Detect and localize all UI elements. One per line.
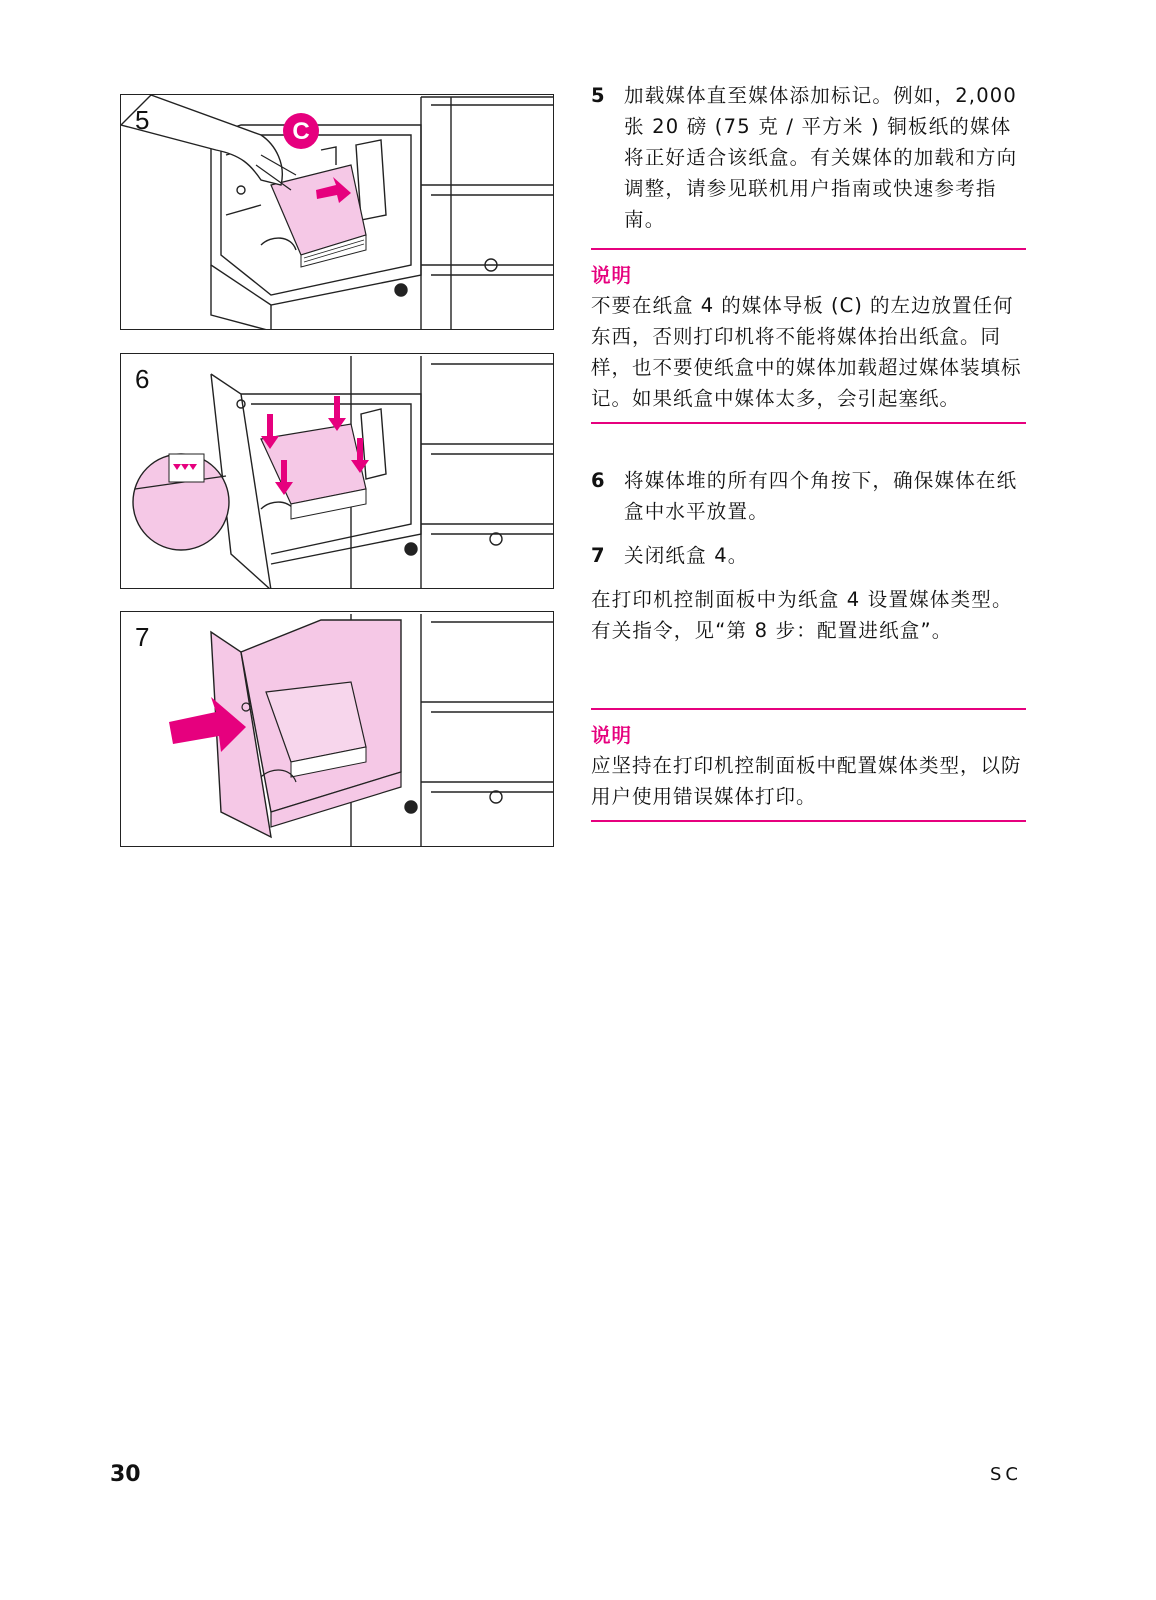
figure-number: 7 xyxy=(135,622,150,652)
figure-5 xyxy=(120,94,554,330)
note-body: 不要在纸盒 4 的媒体导板 (C) 的左边放置任何东西，否则打印机将不能将媒体抬出纸盒。同样，也不要使纸盒中的媒体加载超过媒体装填标记。如果纸盒中媒体太多，会引起塞纸。 xyxy=(591,294,1022,410)
figure-number: 6 xyxy=(135,364,150,394)
step-text: 关闭纸盒 4。 xyxy=(624,544,749,567)
step-number: 6 xyxy=(591,469,606,492)
figure-6 xyxy=(120,353,554,589)
step-5 xyxy=(591,80,1026,235)
step-text: 加载媒体直至媒体添加标记。例如，2,000 张 20 磅 (75 克 / 平方米 ) 铜板纸的媒体将正好适合该纸盒。有关媒体的加载和方向调整，请参见联机用户指南或快速参考指南。 xyxy=(624,84,1018,231)
callout-label: C xyxy=(292,118,310,145)
step-number: 5 xyxy=(591,84,606,107)
illustration-press-corners xyxy=(121,354,554,589)
figure-7 xyxy=(120,611,554,847)
note-body: 应坚持在打印机控制面板中配置媒体类型，以防用户使用错误媒体打印。 xyxy=(591,754,1022,808)
config-paragraph: 在打印机控制面板中为纸盒 4 设置媒体类型。有关指令，见“第 8 步：配置进纸盒”。 xyxy=(591,588,1013,642)
illustration-load-media xyxy=(121,95,554,330)
note-title: 说明 xyxy=(591,264,633,287)
illustration-close-tray xyxy=(121,612,554,847)
step-6 xyxy=(591,465,1026,527)
note-1 xyxy=(591,248,1026,424)
page-number: 30 xyxy=(110,1462,141,1487)
language-code: SC xyxy=(990,1464,1022,1485)
figure-number: 5 xyxy=(135,105,150,135)
step-text: 将媒体堆的所有四个角按下，确保媒体在纸盒中水平放置。 xyxy=(624,469,1018,523)
note-title: 说明 xyxy=(591,724,633,747)
step-7 xyxy=(591,540,1026,571)
step-number: 7 xyxy=(591,544,606,567)
note-2 xyxy=(591,708,1026,822)
